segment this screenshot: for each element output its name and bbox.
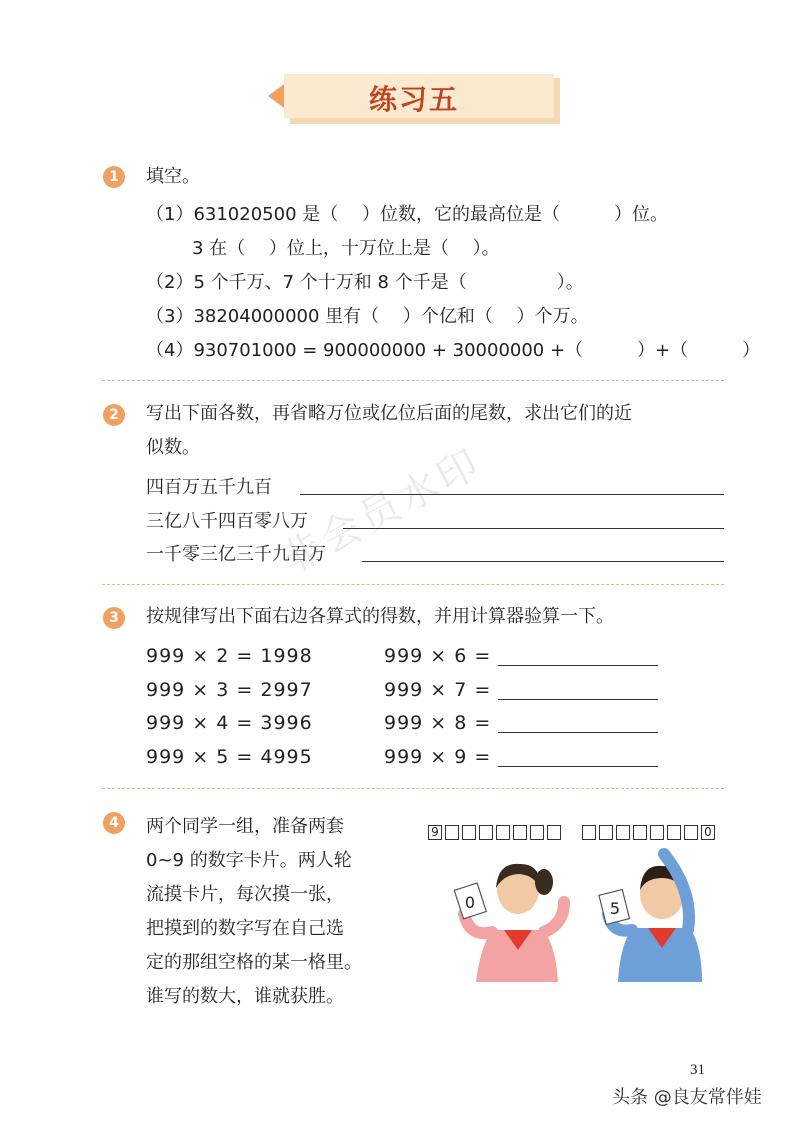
digit-box[interactable]: [633, 825, 647, 840]
digit-box[interactable]: [496, 825, 510, 840]
digit-boxes-left: [428, 825, 564, 840]
digit-box[interactable]: [513, 825, 527, 840]
digit-box[interactable]: 0: [701, 825, 715, 840]
question-number-2: 2: [103, 404, 125, 426]
q1-line-1: （1）631020500 是（ ）位数，它的最高位是（ ）位。: [146, 204, 668, 225]
q3-left-4: 999 × 5 = 4995: [146, 746, 313, 768]
digit-box[interactable]: [650, 825, 664, 840]
q2-item-3: 一千零三亿三千九百万: [146, 544, 326, 565]
divider: [102, 380, 724, 381]
q3-right-4: 999 × 9 =: [384, 746, 492, 768]
q3-left-3: 999 × 4 = 3996: [146, 712, 313, 734]
digit-box[interactable]: [547, 825, 561, 840]
digit-box[interactable]: 9: [428, 825, 442, 840]
question-number-1: 1: [103, 166, 125, 188]
q4-line-6: 谁写的数大，谁就获胜。: [146, 986, 344, 1007]
divider: [102, 584, 724, 585]
digit-box[interactable]: [530, 825, 544, 840]
boy-card-digit: 5: [609, 899, 621, 918]
q3-left-2: 999 × 3 = 2997: [146, 679, 313, 701]
digit-box[interactable]: [684, 825, 698, 840]
q3-right-2: 999 × 7 =: [384, 679, 492, 701]
divider: [102, 788, 724, 789]
answer-line[interactable]: [498, 665, 658, 666]
digit-box[interactable]: [599, 825, 613, 840]
question-number-3: 3: [103, 607, 125, 629]
q4-line-4: 把摸到的数字写在自己选: [146, 918, 344, 939]
q2-item-2: 三亿八千四百零八万: [146, 511, 308, 532]
answer-line[interactable]: [498, 699, 658, 700]
page-number: 31: [690, 1062, 705, 1078]
digit-box[interactable]: [445, 825, 459, 840]
q1-line-3: （2）5 个千万、7 个十万和 8 个千是（ ）。: [146, 272, 584, 293]
q4-text: [146, 810, 362, 1014]
digit-box[interactable]: [479, 825, 493, 840]
q4-line-2: 0~9 的数字卡片。两人轮: [146, 850, 352, 871]
answer-line[interactable]: [362, 561, 724, 562]
digit-box[interactable]: [667, 825, 681, 840]
digit-box[interactable]: [582, 825, 596, 840]
watermark: 非会员水印: [273, 439, 490, 584]
girl-card-digit: 0: [464, 893, 476, 912]
answer-line[interactable]: [498, 766, 658, 767]
q4-line-5: 定的那组空格的某一格里。: [146, 952, 362, 973]
digit-box[interactable]: [616, 825, 630, 840]
q2-label-line-1: 写出下面各数，再省略万位或亿位后面的尾数，求出它们的近: [146, 403, 632, 424]
q1-line-2: 3 在（ ）位上，十万位上是（ ）。: [192, 238, 500, 259]
question-number-4: 4: [103, 812, 125, 834]
q3-right-3: 999 × 8 =: [384, 712, 492, 734]
q1-line-5: （4）930701000 = 900000000 + 30000000 +（ ）+（ ）: [146, 340, 761, 361]
digit-boxes-right: [582, 825, 718, 840]
answer-line[interactable]: [498, 732, 658, 733]
q4-line-1: 两个同学一组，准备两套: [146, 816, 344, 837]
q4-line-3: 流摸卡片，每次摸一张，: [146, 884, 344, 905]
boy-illustration: [598, 842, 730, 982]
page-title: 练习五: [368, 83, 459, 116]
footer-attribution: 头条 @良友常伴娃: [612, 1087, 762, 1108]
digit-box[interactable]: [462, 825, 476, 840]
q1-line-4: （3）38204000000 里有（ ）个亿和（ ）个万。: [146, 306, 589, 327]
q2-label-line-2: 似数。: [146, 437, 200, 458]
q2-item-1: 四百万五千九百: [146, 477, 272, 498]
q3-right-1: 999 × 6 =: [384, 645, 492, 667]
q3-left-1: 999 × 2 = 1998: [146, 645, 313, 667]
girl-illustration: [440, 852, 590, 982]
title-banner: [266, 72, 562, 124]
q3-label: 按规律写出下面右边各算式的得数，并用计算器验算一下。: [146, 606, 614, 627]
q1-label: 填空。: [146, 166, 200, 187]
